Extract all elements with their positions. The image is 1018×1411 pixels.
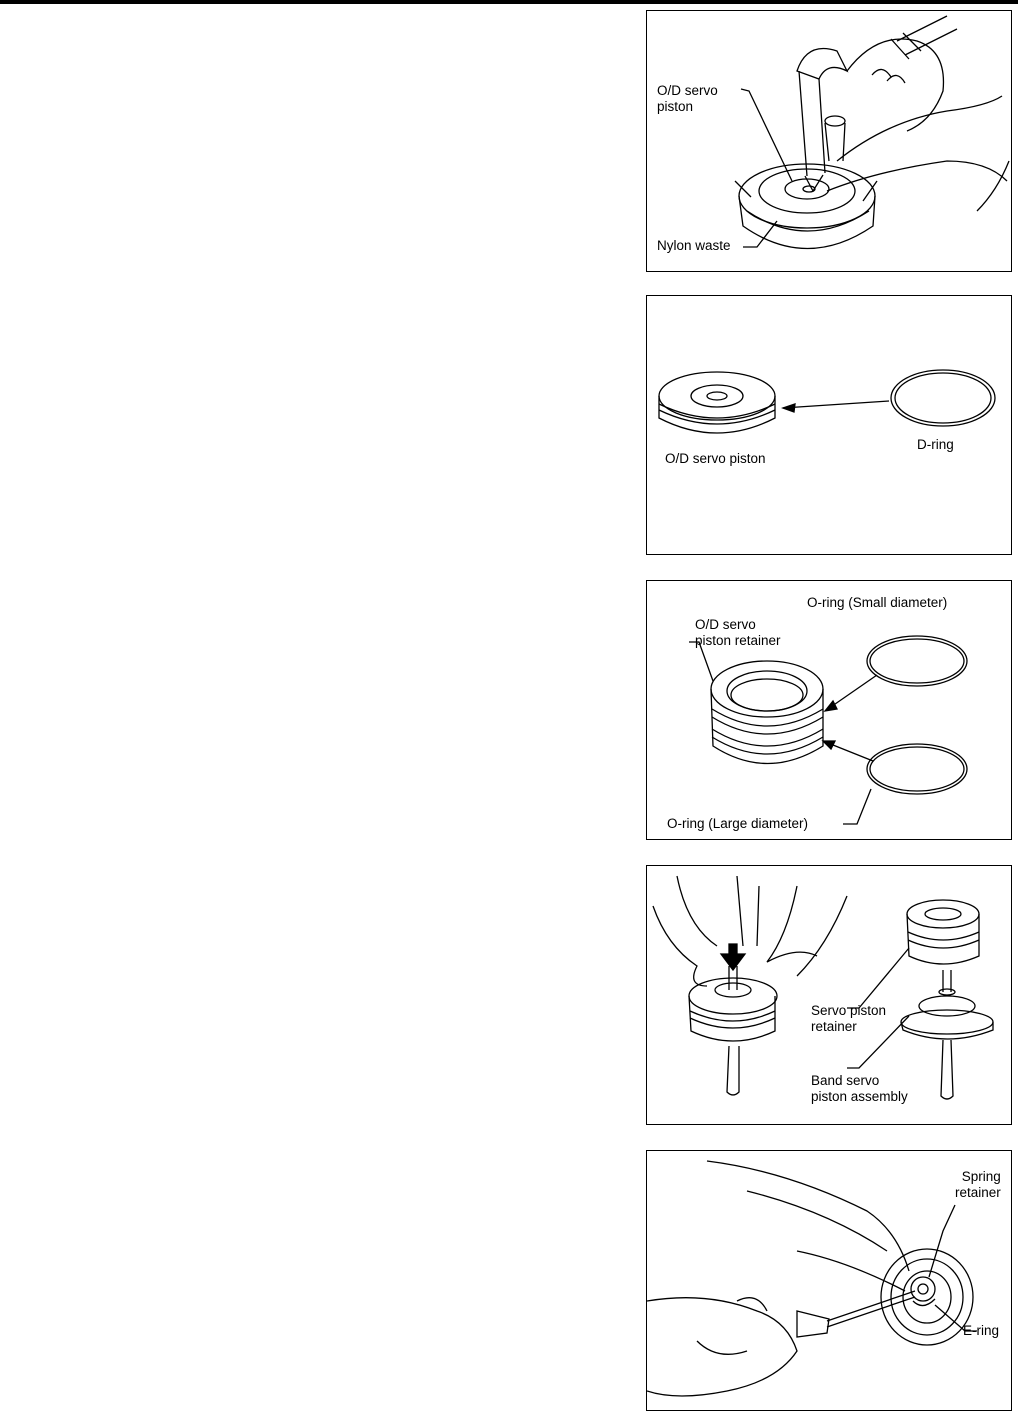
- label-e-ring: E-ring: [963, 1323, 1000, 1338]
- illustration-piston-and-d-ring: [647, 296, 1012, 555]
- label-servo-piston-retainer: Servo piston retainer: [811, 1003, 887, 1034]
- label-od-servo-piston: O/D servo piston: [665, 451, 766, 466]
- label-band-servo-piston-assembly: Band servo piston assembly: [811, 1073, 908, 1104]
- figure-band-servo-piston-disassembly: [646, 865, 1012, 1125]
- figure-e-ring-removal: [646, 1150, 1012, 1411]
- figure-od-servo-piston-removal: [646, 10, 1012, 272]
- page-top-rule: [0, 0, 1018, 4]
- figure-od-servo-piston-d-ring: [646, 295, 1012, 555]
- label-od-servo-piston-retainer: O/D servo piston retainer: [695, 617, 781, 648]
- label-o-ring-small: O-ring (Small diameter): [807, 595, 948, 610]
- label-nylon-waste: Nylon waste: [657, 238, 731, 253]
- label-o-ring-large: O-ring (Large diameter): [667, 816, 809, 831]
- label-od-servo-piston: O/D servo piston: [657, 83, 718, 114]
- label-d-ring: D-ring: [917, 437, 954, 452]
- figure-od-servo-piston-retainer-o-rings: [646, 580, 1012, 840]
- label-spring-retainer: Spring retainer: [955, 1169, 1001, 1200]
- illustration-air-gun-removal: [647, 11, 1012, 272]
